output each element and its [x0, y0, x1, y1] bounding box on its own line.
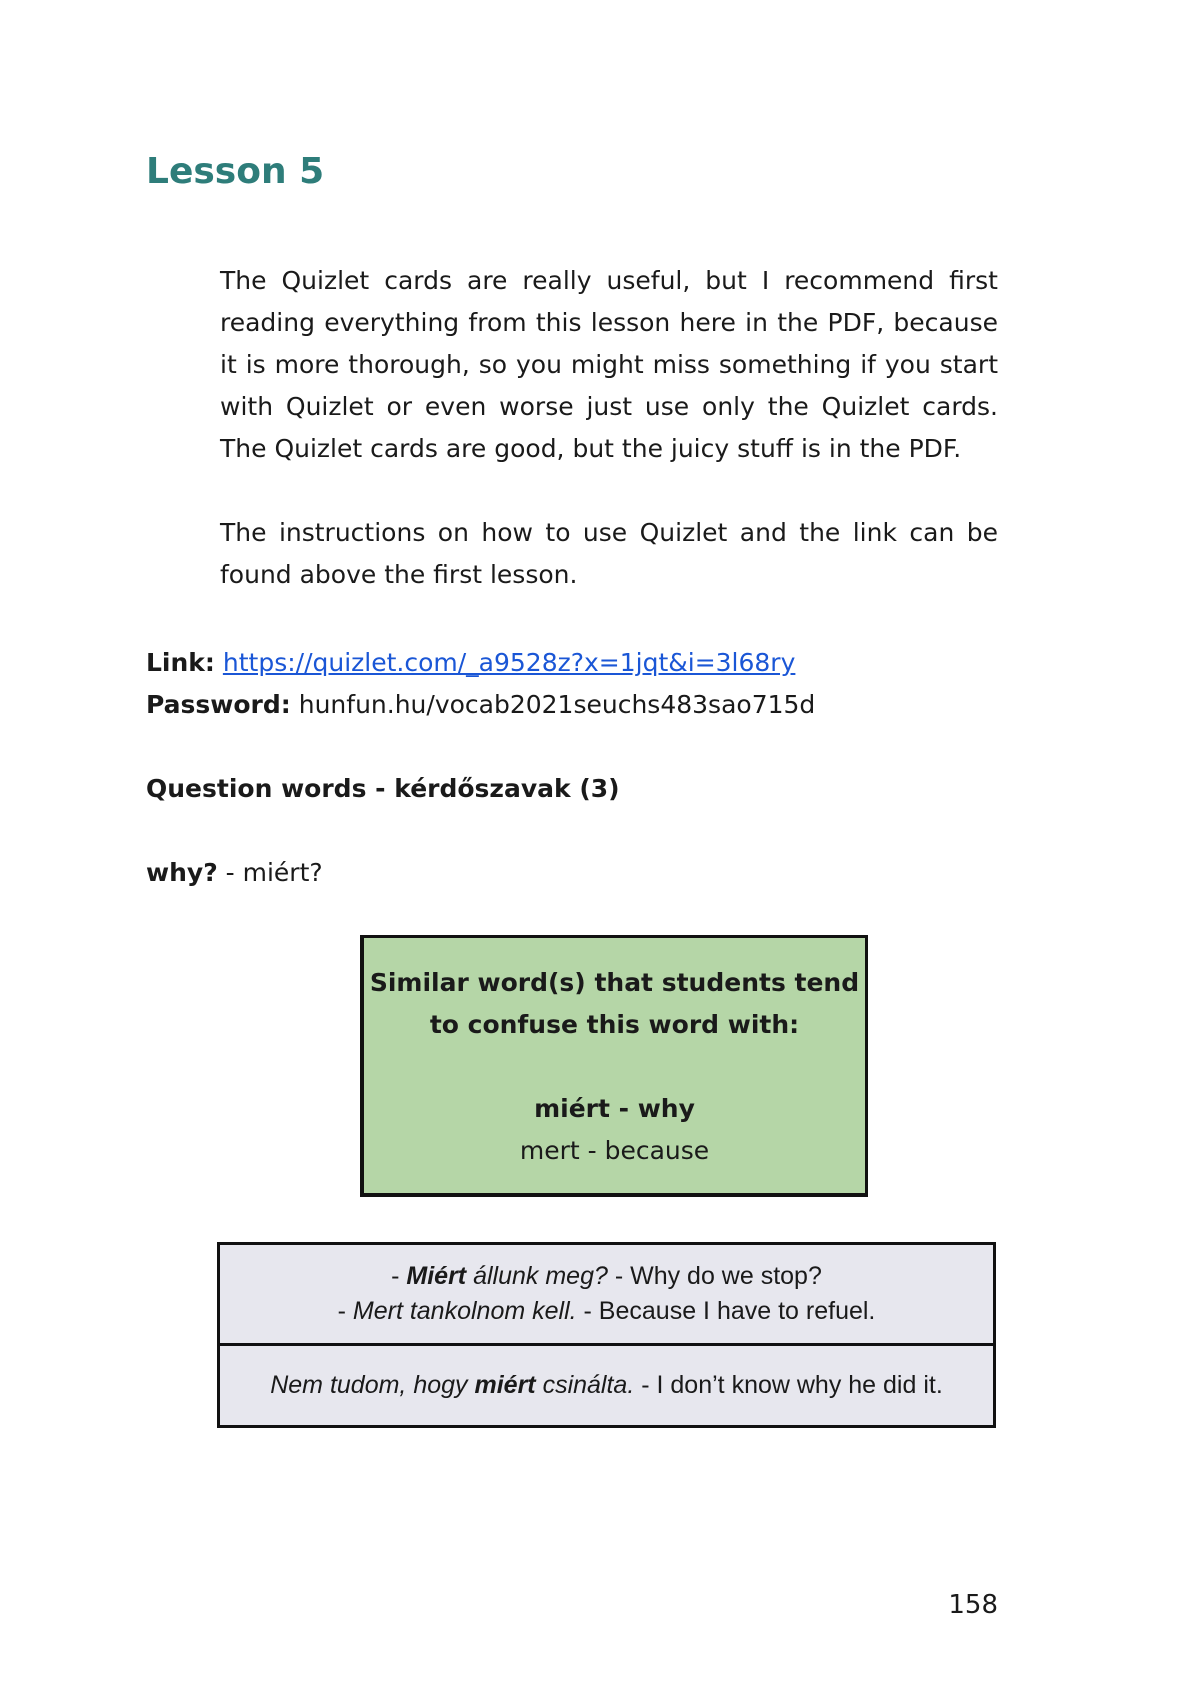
intro-paragraph-1: The Quizlet cards are really useful, but I recommend first reading everything from this lesson here in the PDF, because it is more thorough, so you might miss something if you start with Quizlet or even worse just use only the Quizlet cards. The Quizlet cards are good, but the juicy stuff is in the PDF.: [220, 266, 998, 463]
example-1-translation: - Why do we stop?: [607, 1262, 822, 1290]
vocab-word-separator: -: [217, 858, 243, 887]
example-3-translation: - I don’t know why he did it.: [634, 1371, 943, 1399]
intro-text: [220, 260, 998, 596]
similar-words-box: [360, 935, 868, 1197]
similar-words-heading-line-1: Similar word(s) that students tend: [369, 968, 860, 997]
similar-word-pair-1: miért - why: [534, 1094, 695, 1123]
example-1-prefix: -: [391, 1262, 407, 1290]
lesson-title: Lesson 5: [146, 151, 325, 192]
example-3-italic-before: Nem tudom, hogy: [270, 1371, 475, 1399]
example-row-1: [220, 1245, 993, 1343]
password-label: Password:: [146, 690, 291, 719]
similar-words-heading-line-2: to confuse this word with:: [429, 1010, 800, 1039]
section-heading: Question words - kérdőszavak (3): [146, 774, 620, 803]
example-sentences-table: [217, 1242, 996, 1428]
example-2-translation: - Because I have to refuel.: [576, 1297, 876, 1325]
page-number: 158: [948, 1590, 998, 1620]
example-line-1: [230, 1259, 983, 1294]
intro-paragraph-2: The instructions on how to use Quizlet and the link can be found above the first lesson.: [220, 518, 998, 589]
example-line-2: [230, 1294, 983, 1329]
vocab-word-english: why?: [146, 858, 218, 887]
example-2-prefix: -: [337, 1297, 353, 1325]
example-2-italic: Mert tankolnom kell.: [352, 1297, 577, 1325]
vocab-word-hungarian: miért?: [242, 858, 323, 887]
quizlet-link[interactable]: https://quizlet.com/_a9528z?x=1jqt&i=3l68ry: [222, 648, 796, 677]
example-3-bold-word: miért: [474, 1371, 536, 1399]
password-line: [146, 684, 815, 726]
link-label: Link:: [146, 648, 215, 677]
similar-word-pair-2: mert - because: [519, 1136, 710, 1165]
link-line: [146, 642, 795, 684]
example-1-bold-word: Miért: [406, 1262, 467, 1290]
example-row-2: [220, 1343, 993, 1425]
password-value: hunfun.hu/vocab2021seuchs483sao715d: [298, 690, 816, 719]
example-3-italic-after: csinálta.: [535, 1371, 635, 1399]
example-1-italic: állunk meg?: [466, 1262, 608, 1290]
vocab-word-line: [146, 852, 323, 894]
